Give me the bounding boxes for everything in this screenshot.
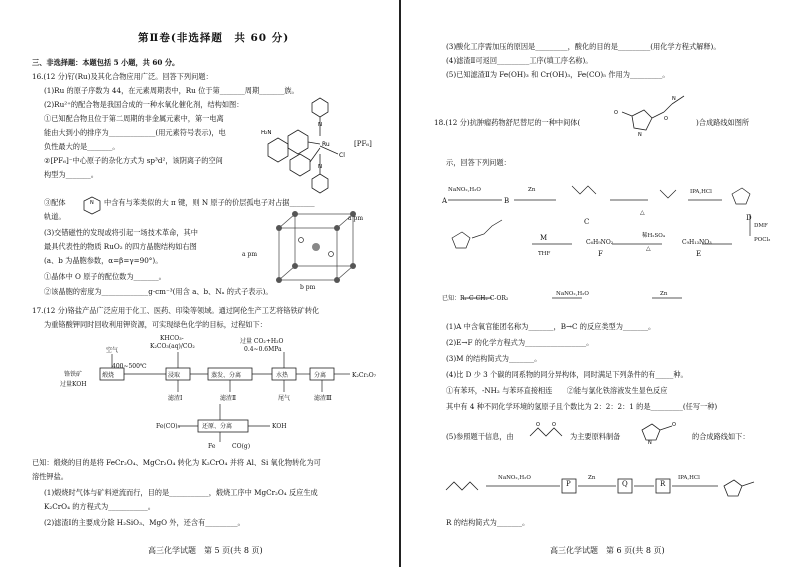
flow-tail: 尾气 xyxy=(278,395,291,402)
scheme-known-r2: Zn xyxy=(660,291,668,297)
q16-3a: (3)交错磁性的发现或将引起一场技术革命，其中 xyxy=(44,228,198,237)
svg-text:Cl: Cl xyxy=(339,152,345,159)
q18-5-c: 的合成路线如下： xyxy=(692,432,750,441)
q18-3: (3)M 的结构简式为_______。 xyxy=(446,354,542,363)
ruo2-unit-cell xyxy=(265,212,375,290)
scheme-e: E xyxy=(696,250,702,258)
route-r3: IPA,HCl xyxy=(678,475,700,481)
q16-2-3-tail: 轨道。 xyxy=(44,212,66,221)
q17-4: (4)滤渣Ⅱ可返回_________工序(填工序名称)。 xyxy=(446,56,593,65)
cell-label-a2: a pm xyxy=(242,251,258,258)
flow-calcine: 煅烧 xyxy=(102,372,115,379)
left-page xyxy=(0,0,398,567)
svg-text:O: O xyxy=(552,422,556,428)
svg-text:N: N xyxy=(672,96,676,102)
pf6-label: [PF₆] xyxy=(354,140,372,148)
flow-khco3: KHCO₃- xyxy=(160,335,184,342)
start-material-structure xyxy=(528,420,568,442)
q16-stem: 16.(12 分)钌(Ru)及其化合物应用广泛。回答下列问题： xyxy=(32,72,213,81)
flow-co2h2o: 过量 CO₂+H₂O xyxy=(240,338,284,345)
section-instruction: 三、非选择题：本题包括 5 小题，共 60 分。 xyxy=(32,58,180,67)
q18-intro-3: 示，回答下列问题： xyxy=(446,158,511,167)
q18-5-r: R 的结构简式为_______。 xyxy=(446,518,530,527)
svg-text:Ru: Ru xyxy=(322,141,330,148)
route-r: R xyxy=(660,480,666,488)
scheme-r7: 稀H₂SO₄ xyxy=(642,233,665,239)
flow-cog: CO(g) xyxy=(232,443,251,450)
q16-3c: (a、b 为晶胞参数，α=β=γ=90°)。 xyxy=(44,256,163,265)
flow-fe: Fe xyxy=(208,443,216,450)
flow-k2co3: K₂CO₃(aq)/CO₂ xyxy=(150,343,195,350)
flow-feco5: Fe(CO)₅ xyxy=(156,423,180,430)
q16-3-2: ②该晶胞的密度为_____________g·cm⁻³(用含 a、b、Nₐ 的式子表示)。 xyxy=(44,287,273,296)
left-footer: 高三化学试题 第 5 页(共 8 页) xyxy=(148,546,263,555)
scheme-known: 已知：R₁-C-CH₂-C-OR₂ xyxy=(442,295,509,302)
flow-air: 空气 xyxy=(106,347,119,354)
svg-text:N: N xyxy=(90,200,94,206)
pyridine-structure xyxy=(80,196,104,216)
cell-label-b: b pm xyxy=(300,284,316,291)
q17-3: (3)酸化工序需加压的原因是_________，酸化的目的是_________(用化学方程式解释)。 xyxy=(446,42,721,51)
target-pyrrole-structure xyxy=(634,418,686,444)
scheme-r3b: △ xyxy=(646,245,651,252)
q17-stem-2: 为重铬酸钾同时回收利用钾资源，可实现绿色化学的目标，过程如下： xyxy=(44,320,267,329)
flow-pressure: 0.4~0.6MPa xyxy=(244,346,282,353)
q17-5: (5)已知滤渣Ⅱ为 Fe(OH)₃ 和 Cr(OH)₃，Fe(CO)₅ 作用为_________。 xyxy=(446,70,670,79)
q18-intro-2: )合成路线如图所 xyxy=(696,118,750,127)
q18-4-cond: ①有苯环，-NH₂ 与苯环直接相连 ②能与氯化铁溶液发生显色反应 xyxy=(446,386,668,395)
scheme-r1: NaNO₂,H₂O xyxy=(448,187,481,193)
q16-3b: 最具代表性的物质 RuO₂ 的四方晶胞结构如右图 xyxy=(44,242,197,251)
q18-5-a: (5)参照题干信息，由 xyxy=(446,432,514,441)
cell-label-a1: a pm xyxy=(348,215,364,222)
q16-3-1: ①晶体中 O 原子的配位数为_______。 xyxy=(44,272,166,281)
flow-reduce: 还原、分离 xyxy=(202,423,233,430)
scheme-c: C xyxy=(584,218,590,226)
svg-text:O: O xyxy=(672,422,676,428)
scheme-r3: △ xyxy=(640,209,645,216)
scheme-r8: THF xyxy=(538,251,551,257)
q17-1a: (1)煅烧时气体与矿料逆流而行，目的是___________，煅烧工序中 MgCr₂O₄ 反应生成 xyxy=(44,488,318,497)
flow-res3: 滤渣Ⅲ xyxy=(314,395,332,402)
page-divider xyxy=(399,0,401,567)
synthesis-scheme xyxy=(432,180,792,340)
q17-stem-1: 17.(12 分)铬盐产品广泛应用于化工、医药、印染等领域。通过阿伦生产工艺将铬铁矿转化 xyxy=(32,306,320,315)
q17-known-2: 溶性钾盐。 xyxy=(32,472,68,481)
q18-intro: 18.(12 分)抗肿瘤药物舒尼替尼的一种中间体( xyxy=(434,118,581,127)
q17-known-1: 已知：煅烧的目的是将 FeCr₂O₄、MgCr₂O₄ 转化为 K₂CrO₄ 并将 Al、Si 氧化物转化为可 xyxy=(32,458,321,467)
svg-text:N: N xyxy=(648,440,652,446)
q17-2: (2)滤渣Ⅰ的主要成分除 H₂SiO₃、MgO 外，还含有_________。 xyxy=(44,518,245,527)
svg-text:N: N xyxy=(318,164,323,170)
q16-1: (1)Ru 的原子序数为 44，在元素周期表中，Ru 位于第_______周期_______族。 xyxy=(44,86,299,95)
route-r2: Zn xyxy=(588,475,596,481)
intermediate-structure xyxy=(612,86,692,142)
q16-2-1c: 负性最大的是_______。 xyxy=(44,142,120,151)
scheme-f-formula: C₆H₉NO₂ xyxy=(586,239,614,246)
flow-ore: 铬铁矿 xyxy=(64,371,83,378)
flow-product: K₂Cr₂O₇ xyxy=(352,372,377,379)
q16-2-3-label: ③配体 xyxy=(44,198,66,207)
flow-temp: 400~500℃ xyxy=(112,363,147,370)
scheme-r5: DMF xyxy=(754,223,768,229)
svg-text:O: O xyxy=(536,422,540,428)
scheme-r6: POCl₃ xyxy=(754,237,771,243)
route-q: Q xyxy=(622,480,628,488)
synthesis-route xyxy=(442,470,772,510)
scheme-f: F xyxy=(598,250,603,258)
q18-5-b: 为主要原料制备 xyxy=(570,432,621,441)
flow-res2: 滤渣Ⅱ xyxy=(220,395,237,402)
q16-2-3: 中含有与苯类似的大 π 键，则 N 原子的价层孤电子对占据_______ xyxy=(104,198,315,207)
route-p: P xyxy=(566,480,571,488)
q17-1b: K₂CrO₄ 的方程式为___________。 xyxy=(44,502,155,511)
flow-leach: 浸取 xyxy=(168,372,181,379)
q18-4-tail: 其中有 4 种不同化学环境的氢原子且个数比为 2：2：2：1 的是_________(任写一种) xyxy=(446,402,718,411)
q18-1: (1)A 中含氧官能团名称为_______，B→C 的反应类型为_______。 xyxy=(446,322,656,331)
q16-2: (2)Ru²⁺的配合物是我国合成的一种水氧化催化剂，结构如图： xyxy=(44,100,244,109)
svg-text:O: O xyxy=(614,110,618,116)
flow-koh2: KOH xyxy=(272,423,287,430)
q18-4: (4)比 D 少 3 个碳的同系物的同分异构体，同时满足下列条件的有_____种。 xyxy=(446,370,688,379)
q16-2-2b: 构型为_______。 xyxy=(44,170,98,179)
section-title: 第Ⅱ卷(非选择题 共 60 分) xyxy=(138,32,290,44)
flow-sep: 分离 xyxy=(314,372,327,379)
svg-text:H₂N: H₂N xyxy=(261,130,272,136)
scheme-r4: IPA,HCl xyxy=(690,189,712,195)
q16-2-1b: 能由大到小的排序为_____________(用元素符号表示)，电 xyxy=(44,128,226,137)
svg-text:N: N xyxy=(638,132,642,138)
right-footer: 高三化学试题 第 6 页(共 8 页) xyxy=(550,546,665,555)
svg-text:N: N xyxy=(318,122,323,128)
q16-2-2a: ②[PF₆]⁻中心原子的杂化方式为 sp³d²，该阴离子的空间 xyxy=(44,156,223,165)
flow-res1: 滤渣Ⅰ xyxy=(168,395,183,402)
scheme-a: A xyxy=(442,197,448,205)
scheme-e-formula: C₉H₁₃NO₃ xyxy=(682,239,712,246)
scheme-m: M xyxy=(540,234,548,242)
flow-evap: 蒸发、分离 xyxy=(211,372,242,379)
right-page xyxy=(402,0,800,567)
svg-text:O: O xyxy=(664,116,668,122)
scheme-r2: Zn xyxy=(528,187,536,193)
flow-hydro: 水热 xyxy=(276,372,289,379)
scheme-known-r1: NaNO₂,H₂O xyxy=(556,291,589,297)
flow-koh: 过量KOH xyxy=(60,381,87,388)
q16-2-1a: ①已知配合物且位于第二周期的非金属元素中，第一电离 xyxy=(44,114,224,123)
route-r1: NaNO₂,H₂O xyxy=(498,475,531,481)
q18-2: (2)E→F 的化学方程式为_________________。 xyxy=(446,338,594,347)
scheme-d: D xyxy=(746,214,752,222)
scheme-b: B xyxy=(504,197,510,205)
